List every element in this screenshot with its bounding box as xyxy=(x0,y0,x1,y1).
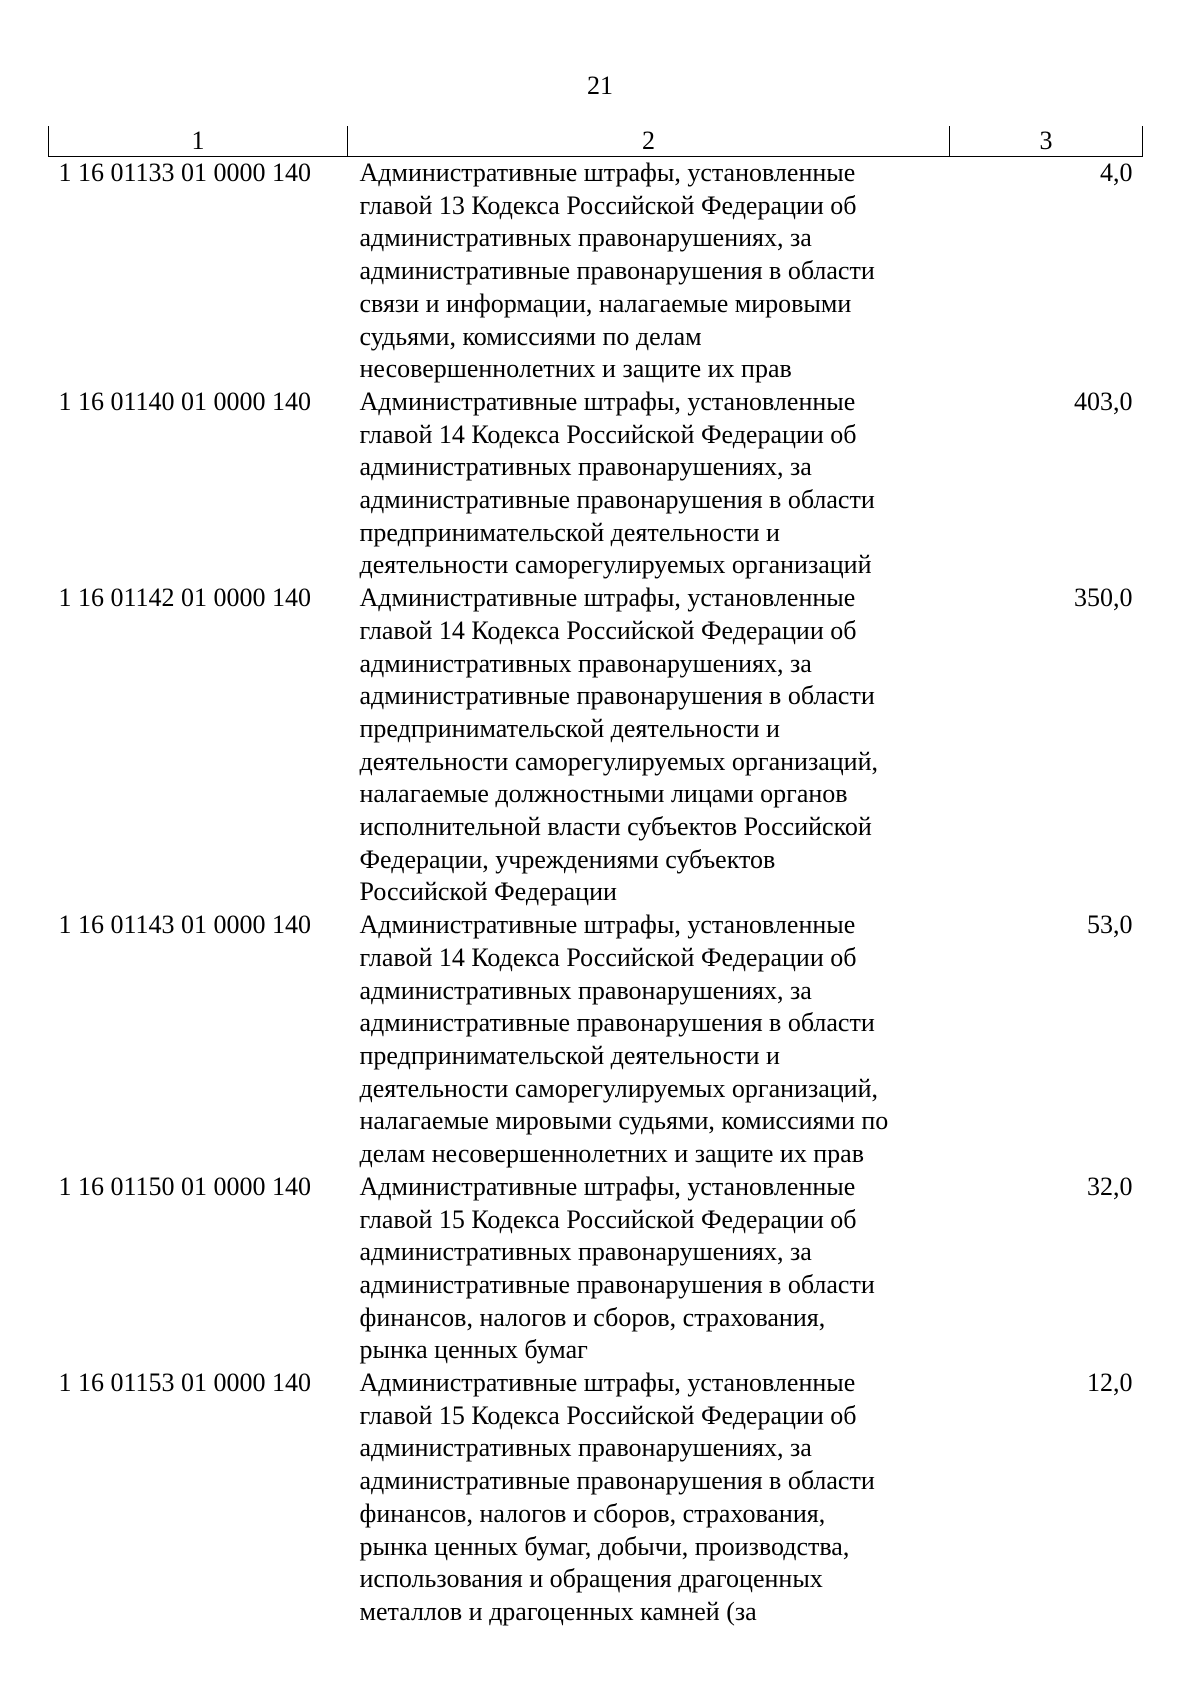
description-line: административных правонарушениях, за xyxy=(359,975,812,1005)
table-row xyxy=(49,386,1143,582)
description-line: главой 14 Кодекса Российской Федерации об xyxy=(359,615,857,645)
revenue-amount: 403,0 xyxy=(1074,386,1133,416)
header-row xyxy=(49,126,1143,157)
table-row xyxy=(49,582,1143,909)
description-line: главой 13 Кодекса Российской Федерации об xyxy=(359,190,857,220)
description-line: Административные штрафы, установленные xyxy=(359,386,856,416)
description-line: главой 15 Кодекса Российской Федерации об xyxy=(359,1204,857,1234)
description-line: главой 15 Кодекса Российской Федерации об xyxy=(359,1400,857,1430)
revenue-amount: 32,0 xyxy=(1087,1171,1133,1201)
revenue-description xyxy=(348,1171,950,1367)
description-line: финансов, налогов и сборов, страхования, xyxy=(359,1498,826,1528)
description-line: Федерации, учреждениями субъектов xyxy=(359,844,776,874)
revenue-amount: 53,0 xyxy=(1087,910,1133,940)
table-row xyxy=(49,1367,1143,1629)
description-line: связи и информации, налагаемые мировыми xyxy=(359,288,852,318)
revenue-description xyxy=(348,909,950,1171)
table-row xyxy=(49,157,1143,386)
description-line: Административные штрафы, установленные xyxy=(359,910,856,940)
description-line: Административные штрафы, установленные xyxy=(359,158,856,187)
table-body xyxy=(49,157,1143,1629)
description-line: Российской Федерации xyxy=(359,877,617,907)
revenue-amount: 4,0 xyxy=(1100,158,1133,187)
revenue-code: 1 16 01150 01 0000 140 xyxy=(58,1171,312,1201)
description-line: судьями, комиссиями по делам xyxy=(359,321,702,351)
revenue-description xyxy=(348,1367,950,1629)
column-header-2: 2 xyxy=(348,126,950,157)
description-line: финансов, налогов и сборов, страхования, xyxy=(359,1302,826,1332)
revenue-description xyxy=(348,386,950,582)
revenue-code: 1 16 01133 01 0000 140 xyxy=(58,158,312,187)
description-line: делам несовершеннолетних и защите их прав xyxy=(359,1139,864,1169)
description-line: административных правонарушениях, за xyxy=(359,223,812,253)
description-line: исполнительной власти субъектов Российской xyxy=(359,812,872,842)
description-line: налагаемые должностными лицами органов xyxy=(359,779,848,809)
revenue-amount: 12,0 xyxy=(1087,1368,1133,1398)
revenue-code: 1 16 01143 01 0000 140 xyxy=(58,910,312,940)
revenue-code: 1 16 01153 01 0000 140 xyxy=(58,1368,312,1398)
description-line: Административные штрафы, установленные xyxy=(359,1368,856,1398)
description-line: предпринимательской деятельности и xyxy=(359,1040,780,1070)
revenue-code: 1 16 01142 01 0000 140 xyxy=(58,583,312,613)
description-line: деятельности саморегулируемых организаций, xyxy=(359,746,879,776)
description-line: административные правонарушения в области xyxy=(359,1269,875,1299)
description-line: металлов и драгоценных камней (за xyxy=(359,1596,757,1626)
description-line: Административные штрафы, установленные xyxy=(359,1171,856,1201)
description-line: административных правонарушениях, за xyxy=(359,1237,812,1267)
description-line: административных правонарушениях, за xyxy=(359,452,812,482)
description-line: административные правонарушения в области xyxy=(359,1466,875,1496)
description-line: административные правонарушения в области xyxy=(359,1008,875,1038)
table-row xyxy=(49,1171,1143,1367)
description-line: главой 14 Кодекса Российской Федерации об xyxy=(359,942,857,972)
revenue-code: 1 16 01140 01 0000 140 xyxy=(58,386,312,416)
revenue-description xyxy=(348,582,950,909)
revenue-table xyxy=(48,126,1143,1629)
description-line: использования и обращения драгоценных xyxy=(359,1564,823,1594)
description-line: налагаемые мировыми судьями, комиссиями по xyxy=(359,1106,889,1136)
description-line: несовершеннолетних и защите их прав xyxy=(359,354,792,384)
description-line: предпринимательской деятельности и xyxy=(359,713,780,743)
table-row xyxy=(49,909,1143,1171)
revenue-amount: 350,0 xyxy=(1074,583,1133,613)
description-line: рынка ценных бумаг xyxy=(359,1335,588,1365)
description-line: главой 14 Кодекса Российской Федерации об xyxy=(359,419,857,449)
description-line: деятельности саморегулируемых организаций, xyxy=(359,1073,879,1103)
description-line: рынка ценных бумаг, добычи, производства, xyxy=(359,1531,850,1561)
page-number: 21 xyxy=(587,71,613,100)
description-line: предпринимательской деятельности и xyxy=(359,517,780,547)
description-line: Административные штрафы, установленные xyxy=(359,583,856,613)
column-header-1: 1 xyxy=(49,126,348,157)
table-header xyxy=(49,126,1143,157)
description-line: деятельности саморегулируемых организаций xyxy=(359,550,872,580)
description-line: административные правонарушения в области xyxy=(359,485,875,515)
description-line: административных правонарушениях, за xyxy=(359,1433,812,1463)
column-header-3: 3 xyxy=(950,126,1143,157)
description-line: административные правонарушения в области xyxy=(359,256,875,286)
description-line: административных правонарушениях, за xyxy=(359,648,812,678)
description-line: административные правонарушения в области xyxy=(359,681,875,711)
revenue-description xyxy=(348,157,950,386)
